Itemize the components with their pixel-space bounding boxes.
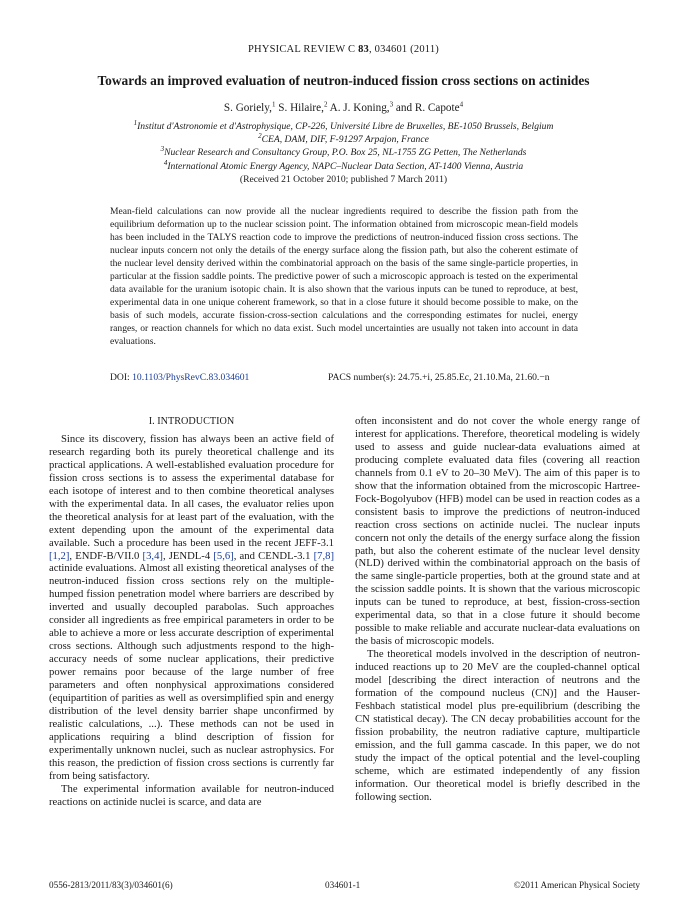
affiliation xyxy=(40,160,647,173)
pacs-numbers: PACS number(s): 24.75.+i, 25.85.Ec, 21.10.Ma, 21.60.−n xyxy=(328,372,550,383)
citation-link[interactable]: [7,8] xyxy=(313,550,334,562)
author-affiliation-mark: 1 xyxy=(271,100,276,109)
affiliation-mark: 2 xyxy=(258,132,262,141)
author-affiliation-mark: 3 xyxy=(389,100,394,109)
author-name: A. J. Koning, xyxy=(327,102,390,114)
received-dates: (Received 21 October 2010; published 7 March 2011) xyxy=(239,173,448,185)
citation-link[interactable]: [1,2] xyxy=(49,550,70,562)
affiliation-mark: 3 xyxy=(160,145,165,154)
journal-header xyxy=(0,44,687,55)
paper-title: Towards an improved evaluation of neutron-induced fission cross sections on actinides xyxy=(97,73,590,88)
footer-code: 0556-2813/2011/83(3)/034601(6) xyxy=(49,880,173,890)
affiliation-text: International Atomic Energy Agency, NAPC–Nuclear Data Section, AT-1400 Vienna, Austria xyxy=(167,160,524,172)
body-paragraph: The experimental information available for neutron-induced reactions on actinide nuclei is scarce, and data are xyxy=(49,783,334,808)
affiliation-text: Institut d'Astronomie et d'Astrophysique, CP-226, Université Libre de Bruxelles, BE-1050 Brussels, Belgium xyxy=(137,121,554,132)
body-paragraph xyxy=(49,434,334,784)
doi xyxy=(110,372,249,383)
doi-link[interactable]: 10.1103/PhysRevC.83.034601 xyxy=(132,372,250,383)
affiliation xyxy=(40,133,647,146)
body-text: actinide evaluations. Almost all existing theoretical analyses of the neutron-induced fission cross sections rely on the multiple-humped fission penetration model where barriers are described by inverted and usually decoupled parabolas. Such approaches consider all ingredients as free empirical parameters in order to be able to achieve a more or less accurate description of experimental cross sections. Although such adjustments respond to the high-accuracy needs of some nuclear applications, their predictive power remains poor because of the large number of free parameters and often nonphysical approximations considered (equipartition of parities as well as oversimplified spin and energy distribution of the level density barrier shape unconfirmed by realistic calculations, ...). These methods can not be used in applications requiring a blind description of fission for experimentally unknown nuclei, such as nuclear astrophysics. For this reason, the prediction of fission cross sections is currently far from being satisfactory. xyxy=(49,563,334,782)
right-column xyxy=(355,416,640,805)
author-affiliation-mark: 4 xyxy=(459,100,464,109)
affiliation-mark: 1 xyxy=(133,118,138,127)
affiliation xyxy=(40,120,647,133)
section-heading: I. INTRODUCTION xyxy=(148,416,235,427)
author-list xyxy=(0,102,687,114)
author-name: and R. Capote xyxy=(393,102,460,114)
citation-link[interactable]: [3,4] xyxy=(142,550,163,562)
doi-label: DOI: xyxy=(110,372,133,383)
left-column xyxy=(49,416,334,810)
journal-article: , 034601 (2011) xyxy=(369,44,439,55)
affiliation-mark: 4 xyxy=(163,158,168,167)
page-number: 034601-1 xyxy=(325,880,361,890)
affiliation-text: CEA, DAM, DIF, F-91297 Arpajon, France xyxy=(261,134,429,146)
citation-link[interactable]: [5,6] xyxy=(213,550,234,562)
journal-volume: 83 xyxy=(358,44,369,55)
copyright: ©2011 American Physical Society xyxy=(513,880,640,890)
body-text: Since its discovery, fission has always been an active field of research regarding both its purely theoretical challenge and its practical applications. A well-established evaluation procedure for fission cross sections is to assess the experimental database for each isotope of interest and to then combine theoretical analyses with the experimental data. In all cases, the evaluator relies upon the theoretical analysis for at least part of the evaluation, with the extent depending upon the amount of the experimental data available. Such a procedure has been used in the recent JEFF-3.1 xyxy=(49,433,334,549)
body-paragraph: often inconsistent and do not cover the whole energy range of interest for applications. Therefore, theoretical modeling is widely used to assess and guide nuclear-data evaluations aimed at producing complete evaluated data files (covering all reaction channels from 0.1 eV to 20–30 MeV). The aim of this paper is to show that the information obtained from the microscopic Hartree-Fock-Bogolyubov (HFB) model can be used in reaction codes as a consistent basis to improve the predictions of neutron-induced reaction cross sections on actinide nuclei. The nuclear inputs concern not only the details of the energy surface along the fission path, but also the coherent estimate of the nuclear level density (NLD) derived within the combinatorial approach on the basis of the same single-particle properties, both at the ground state and at the scission saddle points. It is shown that the various microscopic inputs can be tuned to reproduce, at best, fission-cross-section experimental data, so that in a close future it should become possible to make reliable and accurate nuclear-data evaluations on the basis of microscopic models. xyxy=(355,416,640,648)
affiliation-text: Nuclear Research and Consultancy Group, P.O. Box 25, NL-1755 ZG Petten, The Netherlands xyxy=(164,147,527,159)
author-name: S. Goriely, xyxy=(223,102,272,114)
body-text: , and CENDL-3.1 xyxy=(233,550,314,562)
abstract: Mean-field calculations can now provide all the nuclear ingredients required to describe the fission path from the equilibrium deformation up to the nuclear scission point. The information obtained from microscopic mean-field models has been included in the TALYS reaction code to improve the predictions of neutron-induced fission cross sections. The nuclear inputs concern not only the details of the energy surface along the fission path, but also the coherent estimate of the nuclear level density derived within the combinatorial approach on the basis of the same single-particle properties, in particular at the fission saddle points. The predictive power of such a microscopic approach is tested on the experimental data available for the uranium isotopic chain. It is also shown that the various inputs can be tuned to reproduce, at best, experimental data in one unique coherent framework, so that in a close future it should become possible to make, on the basis of such models, accurate fission-cross-section calculations and the corresponding estimates for nuclei, energy ranges, or reaction channels for which no data exist. Such model uncertainties are usually not taken into account in data evaluations. xyxy=(110,206,578,347)
affiliation-list xyxy=(40,120,647,186)
body-paragraph: The theoretical models involved in the description of neutron-induced reactions up to 20 MeV are the coupled-channel optical model [describing the direct interaction of neutrons and the formation of the compound nucleus (CN)] and the Hauser-Feshbach statistical model plus pre-equilibrium (describing the CN statistical decay). The CN decay probabilities account for the fission probability, the neutron radiative capture, multiparticle emission, and the full gamma cascade. In this paper, we do not study the impact of the optical potential and the level-coupling scheme, which are estimated independently of any fission information. Our theoretical model is briefly described in the following section. xyxy=(355,649,640,803)
author-affiliation-mark: 2 xyxy=(323,100,328,109)
body-text: , ENDF-B/VII.0 xyxy=(69,550,143,562)
author-name: S. Hilaire, xyxy=(275,102,324,114)
journal-name: PHYSICAL REVIEW C xyxy=(248,44,356,55)
affiliation xyxy=(40,146,647,159)
body-text: , JENDL-4 xyxy=(162,550,214,562)
